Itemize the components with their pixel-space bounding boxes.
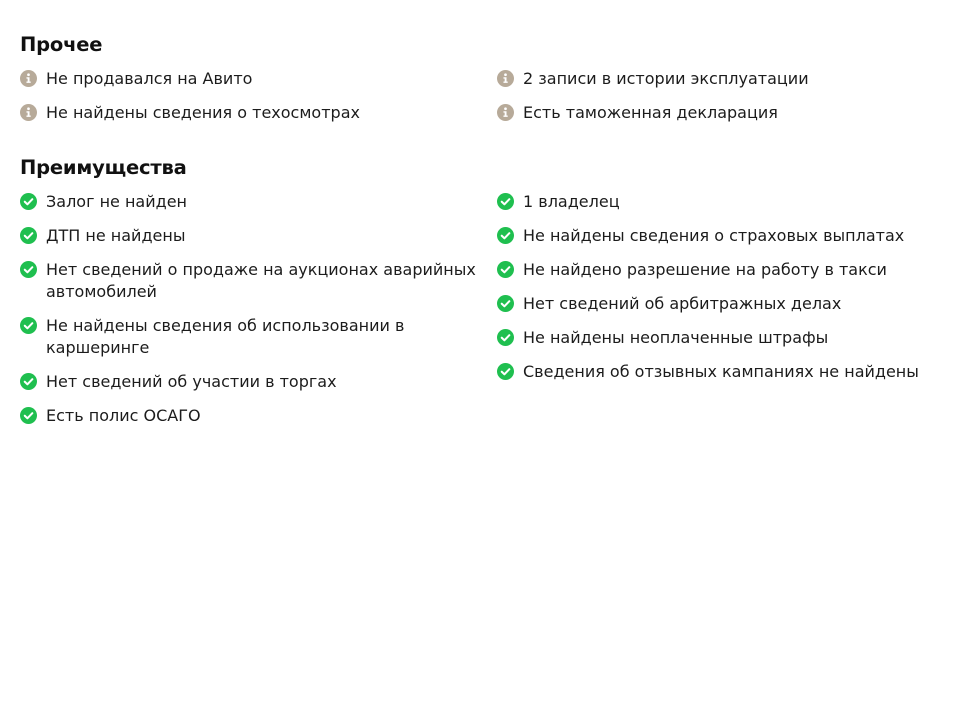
list-item-label: Нет сведений об участии в торгах	[46, 372, 337, 391]
list-item	[20, 259, 497, 303]
check-circle-icon	[497, 329, 514, 346]
list-item	[20, 102, 497, 124]
list-item-label: Не найдены неоплаченные штрафы	[523, 328, 829, 347]
list-item	[497, 259, 937, 281]
list-item	[20, 225, 497, 247]
list-item-label: Не найдены сведения о техосмотрах	[46, 103, 360, 122]
check-circle-icon	[497, 261, 514, 278]
list-item	[497, 293, 937, 315]
list-item	[20, 371, 497, 393]
check-circle-icon	[20, 261, 37, 278]
list-item-label: Не найдены сведения о страховых выплатах	[523, 226, 905, 245]
list-item-label: Нет сведений об арбитражных делах	[523, 294, 842, 313]
advantages-items-left	[20, 191, 497, 439]
other-items-grid	[20, 68, 940, 136]
list-item	[497, 68, 937, 90]
check-circle-icon	[497, 363, 514, 380]
info-icon	[497, 70, 514, 87]
list-item-label: Есть полис ОСАГО	[46, 406, 201, 425]
advantages-items-grid	[20, 191, 940, 439]
section-title-other: Прочее	[20, 33, 103, 56]
check-circle-icon	[20, 373, 37, 390]
check-circle-icon	[497, 295, 514, 312]
list-item	[20, 405, 497, 427]
list-item	[497, 102, 937, 124]
check-circle-icon	[497, 227, 514, 244]
check-circle-icon	[497, 193, 514, 210]
list-item-label: ДТП не найдены	[46, 226, 186, 245]
other-items-left	[20, 68, 497, 136]
list-item-label: 1 владелец	[523, 192, 620, 211]
list-item-label: Есть таможенная декларация	[523, 103, 778, 122]
list-item	[497, 225, 937, 247]
info-icon	[20, 70, 37, 87]
list-item-label: Не найдены сведения об использовании в каршеринге	[46, 316, 405, 357]
info-icon	[20, 104, 37, 121]
list-item	[497, 191, 937, 213]
list-item	[497, 327, 937, 349]
list-item-label: Не найдено разрешение на работу в такси	[523, 260, 887, 279]
advantages-items-right	[497, 191, 937, 439]
list-item	[497, 361, 937, 383]
check-circle-icon	[20, 193, 37, 210]
check-circle-icon	[20, 317, 37, 334]
info-icon	[497, 104, 514, 121]
check-circle-icon	[20, 227, 37, 244]
list-item-label: Залог не найден	[46, 192, 187, 211]
list-item	[20, 191, 497, 213]
check-circle-icon	[20, 407, 37, 424]
list-item-label: 2 записи в истории эксплуатации	[523, 69, 809, 88]
section-title-advantages: Преимущества	[20, 156, 187, 179]
list-item-label: Не продавался на Авито	[46, 69, 253, 88]
list-item-label: Нет сведений о продаже на аукционах аварийных автомобилей	[46, 260, 476, 301]
list-item-label: Сведения об отзывных кампаниях не найдены	[523, 362, 919, 381]
list-item	[20, 315, 497, 359]
list-item	[20, 68, 497, 90]
other-items-right	[497, 68, 937, 136]
